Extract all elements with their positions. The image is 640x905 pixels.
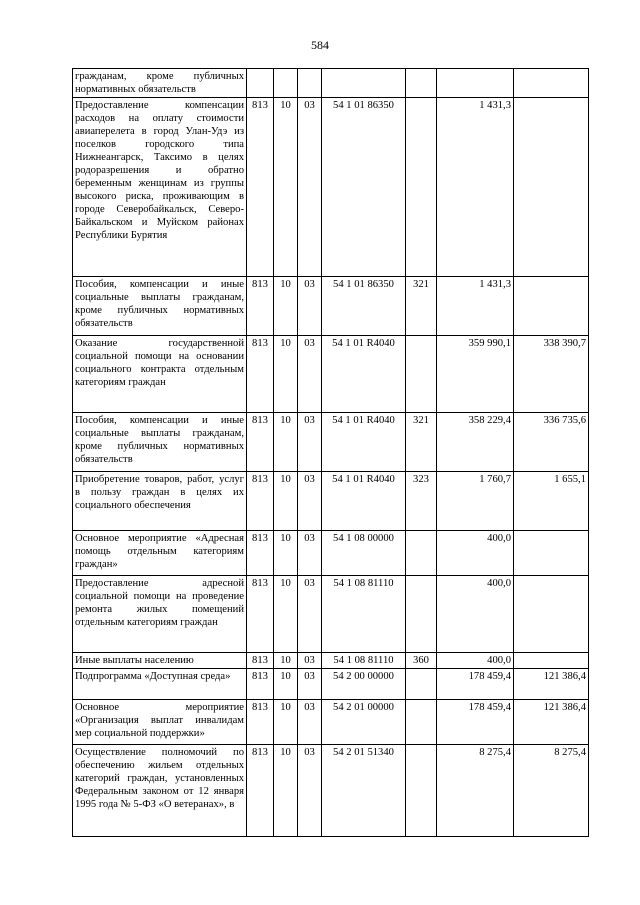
expense-type-code: 321	[406, 413, 437, 472]
section-code: 10	[274, 413, 298, 472]
sum-first-year: 358 229,4	[437, 413, 514, 472]
sum-first-year: 1 431,3	[437, 277, 514, 336]
target-code: 54 2 00 00000	[322, 669, 406, 700]
expense-type-code: 360	[406, 653, 437, 669]
target-code: 54 1 01 R4040	[322, 336, 406, 413]
subsection-code	[298, 69, 322, 98]
table-row	[73, 472, 589, 531]
subsection-code: 03	[298, 700, 322, 745]
target-code: 54 2 01 51340	[322, 745, 406, 837]
table-row	[73, 669, 589, 700]
expense-type-code	[406, 745, 437, 837]
expense-type-code	[406, 700, 437, 745]
sum-second-year	[514, 277, 589, 336]
subsection-code: 03	[298, 472, 322, 531]
expense-type-code	[406, 69, 437, 98]
row-name: Пособия, компенсации и иные социальные выплаты гражданам, кроме публичных нормативных обязательств	[73, 277, 247, 336]
target-code	[322, 69, 406, 98]
table-row	[73, 531, 589, 576]
sum-first-year: 400,0	[437, 653, 514, 669]
target-code: 54 1 01 86350	[322, 277, 406, 336]
sum-first-year: 8 275,4	[437, 745, 514, 837]
sum-first-year: 400,0	[437, 531, 514, 576]
section-code: 10	[274, 531, 298, 576]
section-code: 10	[274, 336, 298, 413]
table-row	[73, 745, 589, 837]
sum-second-year: 336 735,6	[514, 413, 589, 472]
ministry-code: 813	[247, 336, 274, 413]
sum-second-year	[514, 531, 589, 576]
ministry-code: 813	[247, 472, 274, 531]
table-row	[73, 576, 589, 653]
ministry-code: 813	[247, 669, 274, 700]
sum-second-year	[514, 98, 589, 277]
sum-first-year: 178 459,4	[437, 669, 514, 700]
row-name: Основное мероприятие «Организация выплат инвалидам мер социальной поддержки»	[73, 700, 247, 745]
target-code: 54 1 01 R4040	[322, 413, 406, 472]
ministry-code: 813	[247, 576, 274, 653]
sum-first-year: 1 760,7	[437, 472, 514, 531]
section-code: 10	[274, 669, 298, 700]
sum-second-year: 338 390,7	[514, 336, 589, 413]
row-name: Основное мероприятие «Адресная помощь отдельным категориям граждан»	[73, 531, 247, 576]
expense-type-code: 323	[406, 472, 437, 531]
sum-second-year: 8 275,4	[514, 745, 589, 837]
target-code: 54 1 08 81110	[322, 576, 406, 653]
expense-type-code	[406, 576, 437, 653]
section-code	[274, 69, 298, 98]
section-code: 10	[274, 472, 298, 531]
sum-second-year	[514, 69, 589, 98]
subsection-code: 03	[298, 336, 322, 413]
subsection-code: 03	[298, 98, 322, 277]
subsection-code: 03	[298, 745, 322, 837]
section-code: 10	[274, 576, 298, 653]
section-code: 10	[274, 745, 298, 837]
target-code: 54 1 08 81110	[322, 653, 406, 669]
table-row	[73, 653, 589, 669]
ministry-code: 813	[247, 413, 274, 472]
target-code: 54 2 01 00000	[322, 700, 406, 745]
table-row	[73, 413, 589, 472]
section-code: 10	[274, 653, 298, 669]
expense-type-code	[406, 336, 437, 413]
expense-type-code	[406, 531, 437, 576]
row-name: Осуществление полномочий по обеспечению жильем отдельных категорий граждан, установленных Федеральным законом от 12 января 1995 года № 5-ФЗ «О ветеранах», в	[73, 745, 247, 837]
sum-second-year	[514, 576, 589, 653]
expense-type-code	[406, 669, 437, 700]
sum-first-year	[437, 69, 514, 98]
row-name: Оказание государственной социальной помощи на основании социального контракта отдельным категориям граждан	[73, 336, 247, 413]
sum-second-year: 121 386,4	[514, 669, 589, 700]
section-code: 10	[274, 277, 298, 336]
subsection-code: 03	[298, 576, 322, 653]
ministry-code	[247, 69, 274, 98]
ministry-code: 813	[247, 700, 274, 745]
table-row	[73, 69, 589, 98]
section-code: 10	[274, 98, 298, 277]
row-name: Предоставление компенсации расходов на оплату стоимости авиаперелета в город Улан-Удэ из поселков городского типа Нижнеангарск, Таксимо в целях родоразрешения и обратно беременным женщинам из группы высокого риска, проживающим в городе Северобайкальск, Северо-Байкальском и Муйском районах Республики Бурятия	[73, 98, 247, 277]
expense-type-code	[406, 98, 437, 277]
table-row	[73, 700, 589, 745]
subsection-code: 03	[298, 653, 322, 669]
subsection-code: 03	[298, 413, 322, 472]
table-row	[73, 277, 589, 336]
ministry-code: 813	[247, 745, 274, 837]
sum-second-year: 121 386,4	[514, 700, 589, 745]
sum-first-year: 1 431,3	[437, 98, 514, 277]
table-row	[73, 336, 589, 413]
row-name: Предоставление адресной социальной помощи на проведение ремонта жилых помещений отдельным категориям граждан	[73, 576, 247, 653]
budget-table	[72, 68, 589, 837]
row-name: Приобретение товаров, работ, услуг в пользу граждан в целях их социального обеспечения	[73, 472, 247, 531]
row-name: Пособия, компенсации и иные социальные выплаты гражданам, кроме публичных нормативных обязательств	[73, 413, 247, 472]
subsection-code: 03	[298, 669, 322, 700]
target-code: 54 1 01 R4040	[322, 472, 406, 531]
page-number: 584	[311, 38, 329, 52]
sum-first-year: 359 990,1	[437, 336, 514, 413]
ministry-code: 813	[247, 277, 274, 336]
target-code: 54 1 08 00000	[322, 531, 406, 576]
ministry-code: 813	[247, 653, 274, 669]
row-name: Иные выплаты населению	[73, 653, 247, 669]
row-name: гражданам, кроме публичных нормативных обязательств	[73, 69, 247, 98]
sum-second-year: 1 655,1	[514, 472, 589, 531]
section-code: 10	[274, 700, 298, 745]
sum-first-year: 178 459,4	[437, 700, 514, 745]
table-row	[73, 98, 589, 277]
target-code: 54 1 01 86350	[322, 98, 406, 277]
sum-second-year	[514, 653, 589, 669]
ministry-code: 813	[247, 531, 274, 576]
expense-type-code: 321	[406, 277, 437, 336]
ministry-code: 813	[247, 98, 274, 277]
subsection-code: 03	[298, 531, 322, 576]
row-name: Подпрограмма «Доступная среда»	[73, 669, 247, 700]
subsection-code: 03	[298, 277, 322, 336]
sum-first-year: 400,0	[437, 576, 514, 653]
